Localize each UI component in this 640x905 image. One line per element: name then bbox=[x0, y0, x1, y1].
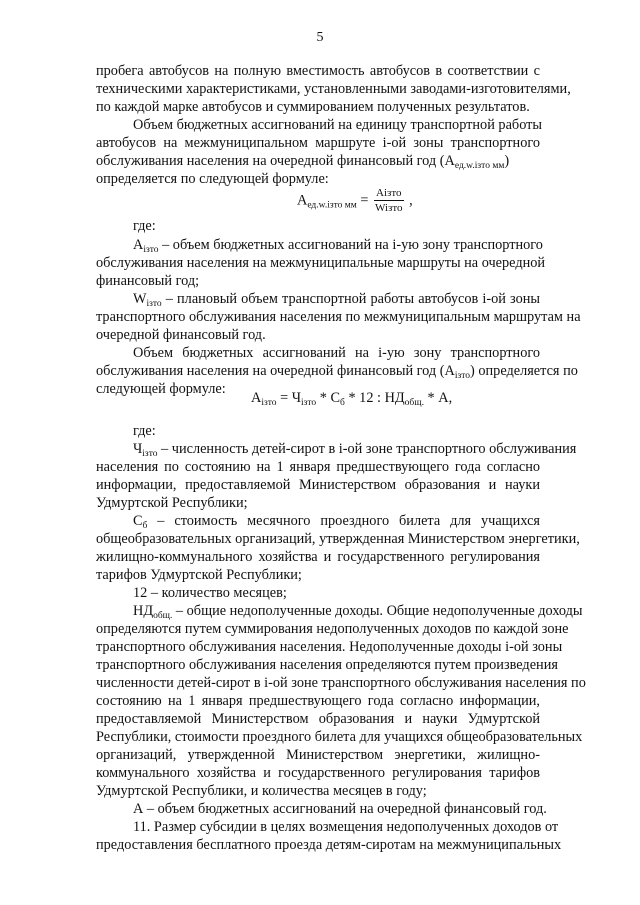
text-line: Республики, стоимости проездного билета для учащихся общеобразовательных bbox=[96, 729, 583, 745]
text-line: 11. Размер субсидии в целях возмещения недополученных доходов от bbox=[133, 819, 559, 835]
symbol: НД bbox=[133, 603, 154, 619]
subscript: iзто bbox=[143, 245, 159, 255]
text-line: следующей формуле: bbox=[96, 381, 226, 397]
page-number: 5 bbox=[316, 30, 324, 45]
where-label: где: bbox=[133, 423, 156, 439]
formula-allocation bbox=[251, 390, 452, 408]
text-line: организаций, утвержденной Министерством энергетики, жилищно- bbox=[96, 747, 540, 763]
symbol: А bbox=[444, 153, 455, 169]
text-line: жилищно-коммунального хозяйства и государственного регулирования bbox=[96, 549, 540, 565]
where-label: где: bbox=[133, 218, 156, 234]
text-line: А – объем бюджетных ассигнований на очередной финансовый год. bbox=[133, 801, 547, 817]
text-line: по каждой марке автобусов и суммированием полученных результатов. bbox=[96, 99, 530, 115]
text-line: транспортного обслуживания населения по межмуниципальным маршрутам на bbox=[96, 309, 581, 325]
text-run: – общие недополученные доходы. Общие недополученные доходы bbox=[172, 603, 583, 619]
numerator: Аiзто bbox=[376, 187, 402, 199]
text-line: численности детей-сирот в i-ой зоне транспортного обслуживания населения по bbox=[96, 675, 586, 691]
text-line: автобусов на межмуниципальном маршруте i-ой зоны транспортного bbox=[96, 135, 540, 151]
text-line: 12 – количество месяцев; bbox=[133, 585, 287, 601]
subscript: б bbox=[142, 521, 148, 531]
text-line: информации, предоставляемой Министерством образования и науки bbox=[96, 477, 540, 493]
text-run: , bbox=[405, 192, 413, 209]
denominator: Wiзто bbox=[375, 202, 403, 214]
subscript: общ. bbox=[153, 611, 173, 621]
operator: = bbox=[356, 192, 373, 209]
subscript: общ. bbox=[404, 398, 424, 408]
symbol: А bbox=[133, 237, 144, 253]
symbol: С bbox=[133, 513, 143, 529]
text-line: Объем бюджетных ассигнований на единицу транспортной работы bbox=[133, 117, 543, 133]
text-run: – стоимость месячного проездного билета для учащихся bbox=[147, 513, 540, 529]
operator: * С bbox=[316, 390, 341, 406]
text-line: общеобразовательных организаций, утвержденная Министерством энергетики, bbox=[96, 531, 580, 547]
text-run: * А, bbox=[423, 390, 453, 406]
fraction bbox=[374, 187, 404, 215]
text-run: ) определяется по bbox=[470, 363, 578, 379]
subscript: iзто bbox=[454, 371, 471, 381]
text-line: предоставляемой Министерством образования и науки Удмуртской bbox=[96, 711, 540, 727]
text-run: обслуживания населения на очередной финансовый год ( bbox=[96, 153, 445, 169]
text-line: Объем бюджетных ассигнований на i-ую зону транспортного bbox=[133, 345, 540, 361]
text-line: Удмуртской Республики; bbox=[96, 495, 248, 511]
text-line: населения по состоянию на 1 января предшествующего года согласно bbox=[96, 459, 540, 475]
text-line: пробега автобусов на полную вместимость автобусов в соответствии с bbox=[96, 63, 540, 79]
text-run: – численность детей-сирот в i-ой зоне транспортного обслуживания bbox=[157, 441, 577, 457]
text-line: определяется по следующей формуле: bbox=[96, 171, 329, 187]
text-run: – объем бюджетных ассигнований на i-ую зону транспортного bbox=[158, 237, 543, 253]
text-run: – плановый объем транспортной работы автобусов i-ой зоны bbox=[161, 291, 540, 307]
symbol: W bbox=[133, 291, 147, 307]
text-line: транспортного обслуживания населения определяются путем произведения bbox=[96, 657, 558, 673]
text-line: обслуживания населения на межмуниципальные маршруты на очередной bbox=[96, 255, 546, 271]
subscript: ед.w.iзто мм bbox=[307, 200, 357, 211]
text-line: тарифов Удмуртской Республики; bbox=[96, 567, 302, 583]
text-line: транспортного обслуживания населения. Недополученные доходы i-ой зоны bbox=[96, 639, 563, 655]
text-line: предоставления бесплатного проезда детям-сиротам на межмуниципальных bbox=[96, 837, 562, 853]
subscript: ед.w.iзто мм bbox=[454, 161, 505, 171]
subscript: iзто bbox=[142, 449, 158, 459]
text-line: коммунального хозяйства и государственного регулирования тарифов bbox=[96, 765, 540, 781]
subscript: iзто bbox=[261, 398, 277, 408]
symbol: Ч bbox=[133, 441, 143, 457]
subscript: б bbox=[340, 398, 345, 408]
operator: = Ч bbox=[276, 390, 302, 406]
subscript: iзто bbox=[146, 299, 162, 309]
subscript: iзто bbox=[301, 398, 317, 408]
text-run: ) bbox=[504, 153, 510, 169]
text-line: очередной финансовый год. bbox=[96, 327, 266, 343]
text-line: финансовый год; bbox=[96, 273, 200, 289]
symbol: А bbox=[251, 390, 262, 406]
symbol: А bbox=[297, 192, 308, 209]
text-line: Удмуртской Республики, и количества месяцев в году; bbox=[96, 783, 427, 799]
text-line: определяются путем суммирования недополученных доходов по каждой зоне bbox=[96, 621, 569, 637]
text-run: обслуживания населения на очередной финансовый год (А bbox=[96, 363, 455, 379]
text-line: состоянию на 1 января предшествующего года согласно информации, bbox=[96, 693, 540, 709]
formula-unit-cost bbox=[297, 187, 413, 215]
operator: * 12 : НД bbox=[344, 390, 405, 406]
text-line: техническими характеристиками, установленными заводами-изготовителями, bbox=[96, 81, 571, 97]
